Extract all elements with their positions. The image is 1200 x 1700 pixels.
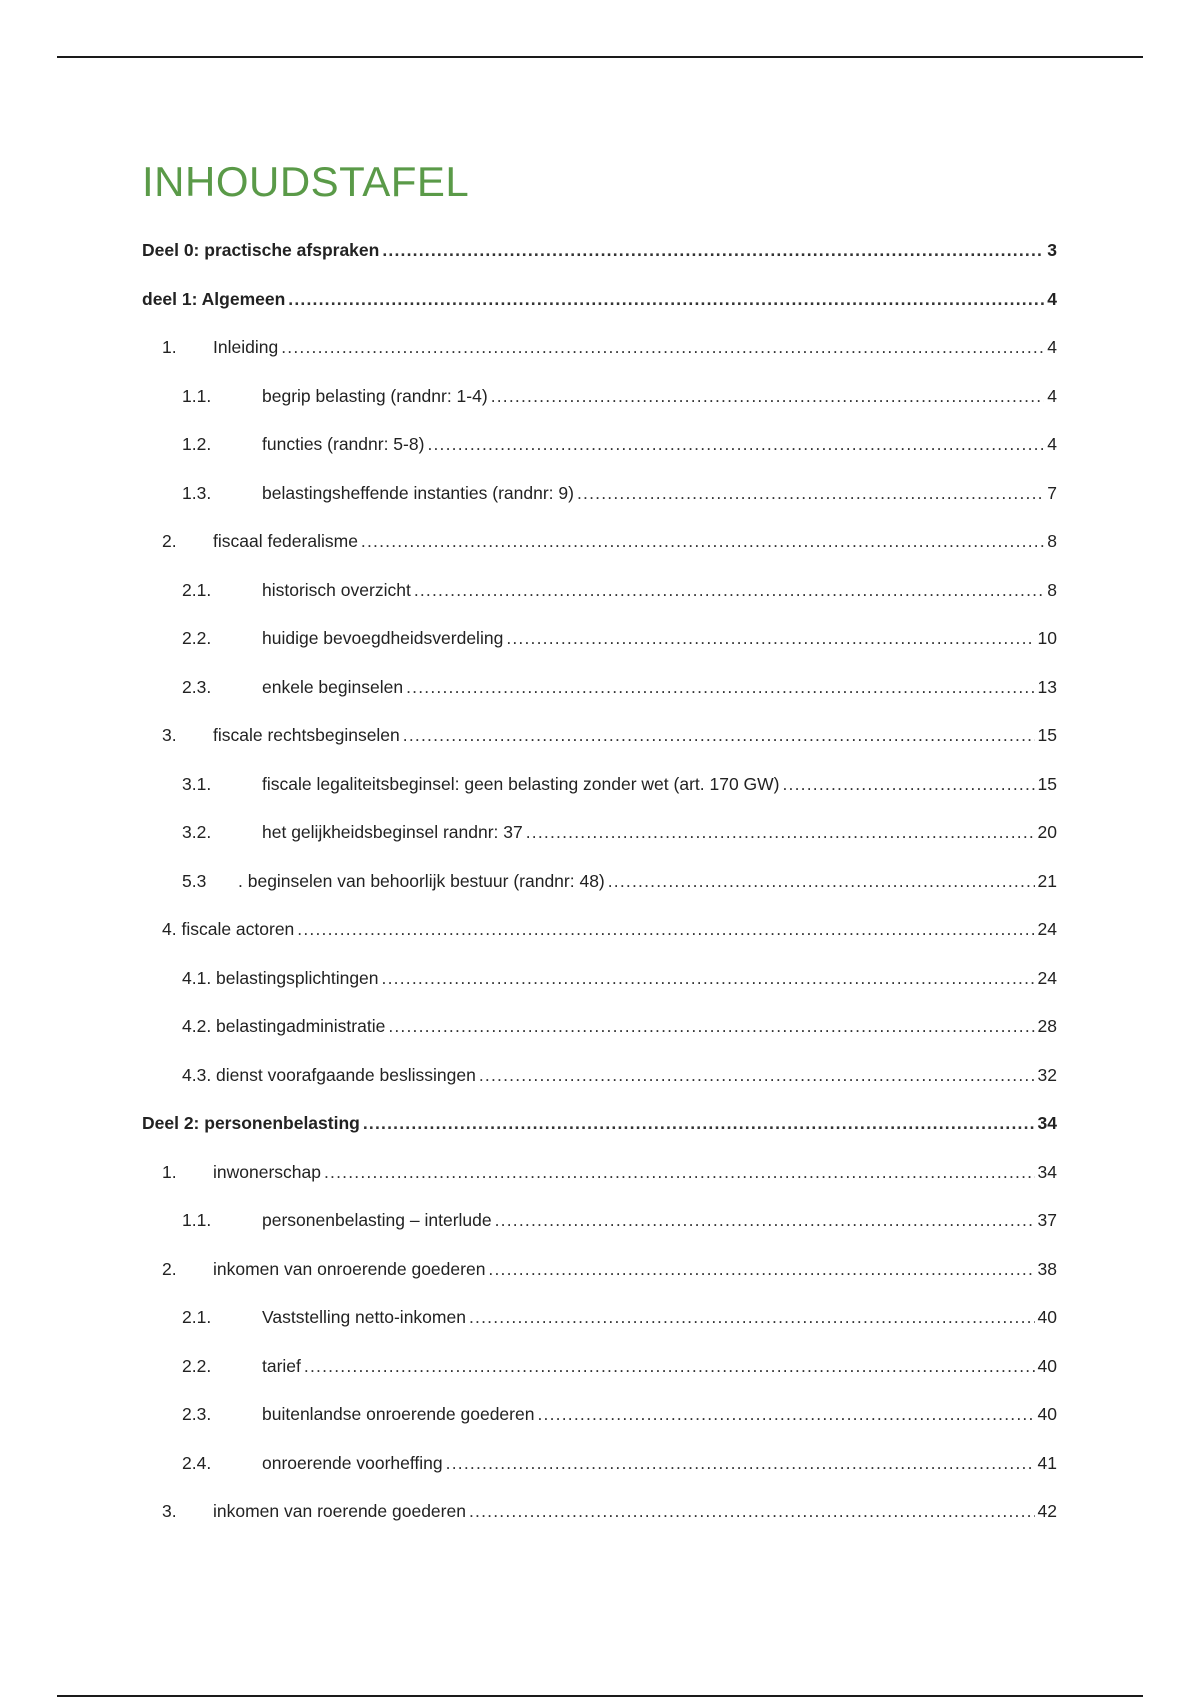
toc-dot-leader bbox=[446, 1439, 1035, 1487]
toc-entry-number: 3.1. bbox=[182, 773, 212, 794]
toc-entry-label: fiscaal federalisme bbox=[213, 531, 358, 551]
toc-entry-section[interactable] bbox=[142, 614, 1057, 663]
toc-dot-leader bbox=[403, 711, 1035, 759]
toc-entry-page: 7 bbox=[1047, 482, 1057, 503]
toc-entry-label: functies (randnr: 5-8) bbox=[262, 434, 425, 454]
toc-dot-leader bbox=[526, 808, 1035, 856]
toc-entry-deel-1[interactable] bbox=[142, 275, 1057, 324]
toc-dot-leader bbox=[382, 226, 1044, 274]
toc-entry-number: 2.1. bbox=[182, 579, 212, 600]
toc-entry-page: 40 bbox=[1037, 1404, 1057, 1424]
toc-entry-deel-0[interactable] bbox=[142, 226, 1057, 275]
toc-entry-number: 2.1. bbox=[182, 1307, 212, 1327]
toc-dot-leader bbox=[324, 1148, 1035, 1196]
toc-dot-leader bbox=[414, 566, 1044, 614]
toc-entry-label: onroerende voorheffing bbox=[262, 1452, 443, 1473]
toc-entry-section[interactable] bbox=[142, 1439, 1057, 1488]
toc-entry-label: tarief bbox=[262, 1355, 301, 1376]
toc-entry-label: het gelijkheidsbeginsel randnr: 37 bbox=[262, 822, 523, 842]
toc-entry-label: belastingsheffende instanties (randnr: 9) bbox=[262, 482, 574, 503]
table-of-contents bbox=[142, 226, 1057, 1536]
toc-entry-page: 20 bbox=[1037, 822, 1057, 842]
toc-dot-leader bbox=[469, 1487, 1035, 1535]
toc-entry-label: Deel 2: personenbelasting bbox=[142, 1113, 360, 1133]
toc-entry-number: 1. bbox=[162, 1161, 177, 1182]
toc-entry-label: huidige bevoegdheidsverdeling bbox=[262, 628, 504, 648]
toc-entry-chapter[interactable] bbox=[142, 1148, 1057, 1197]
toc-entry-label: . beginselen van behoorlijk bestuur (randnr: 48) bbox=[238, 870, 605, 891]
toc-entry-page: 40 bbox=[1037, 1307, 1057, 1327]
toc-entry-label: fiscale rechtsbeginselen bbox=[213, 725, 400, 745]
header-rule bbox=[57, 56, 1143, 58]
toc-entry-label: inkomen van onroerende goederen bbox=[213, 1258, 486, 1279]
toc-entry-label: Vaststelling netto-inkomen bbox=[262, 1307, 466, 1327]
toc-entry-section[interactable] bbox=[142, 469, 1057, 518]
toc-entry-chapter[interactable] bbox=[142, 323, 1057, 372]
toc-entry-label: buitenlandse onroerende goederen bbox=[262, 1404, 535, 1424]
toc-entry-number: 1.2. bbox=[182, 434, 212, 454]
toc-dot-leader bbox=[495, 1196, 1035, 1244]
toc-entry-section[interactable] bbox=[142, 1390, 1057, 1439]
toc-entry-page: 8 bbox=[1047, 579, 1057, 600]
toc-entry-page: 40 bbox=[1037, 1355, 1057, 1376]
toc-entry-section[interactable] bbox=[142, 1051, 1057, 1100]
toc-entry-section[interactable] bbox=[142, 1002, 1057, 1051]
toc-entry-page: 21 bbox=[1037, 870, 1057, 891]
toc-entry-page: 32 bbox=[1037, 1064, 1057, 1085]
toc-entry-page: 13 bbox=[1037, 676, 1057, 697]
toc-entry-page: 38 bbox=[1037, 1258, 1057, 1279]
toc-entry-section[interactable] bbox=[142, 1196, 1057, 1245]
toc-entry-deel-2[interactable] bbox=[142, 1099, 1057, 1148]
toc-entry-number: 3. bbox=[162, 1501, 177, 1521]
toc-dot-leader bbox=[469, 1293, 1035, 1341]
toc-entry-number: 1. bbox=[162, 337, 177, 357]
toc-entry-label: 4.1. belastingsplichtingen bbox=[182, 967, 379, 988]
toc-entry-page: 4 bbox=[1047, 337, 1057, 357]
toc-entry-number: 2.4. bbox=[182, 1452, 212, 1473]
toc-entry-section[interactable] bbox=[142, 760, 1057, 809]
toc-entry-number: 2.2. bbox=[182, 628, 212, 648]
toc-entry-page: 24 bbox=[1037, 967, 1057, 988]
toc-entry-number: 2.2. bbox=[182, 1355, 212, 1376]
toc-entry-label: inkomen van roerende goederen bbox=[213, 1501, 466, 1521]
toc-entry-number: 2. bbox=[162, 531, 177, 551]
toc-entry-label: fiscale legaliteitsbeginsel: geen belasting zonder wet (art. 170 GW) bbox=[262, 773, 780, 794]
toc-entry-label: historisch overzicht bbox=[262, 579, 411, 600]
toc-dot-leader bbox=[427, 420, 1044, 468]
toc-dot-leader bbox=[288, 275, 1044, 323]
toc-entry-label: Deel 0: practische afspraken bbox=[142, 240, 380, 260]
toc-entry-page: 4 bbox=[1047, 434, 1057, 454]
toc-dot-leader bbox=[506, 614, 1034, 662]
toc-entry-number: 2.3. bbox=[182, 676, 212, 697]
toc-entry-number: 1.1. bbox=[182, 1210, 212, 1230]
footer-rule bbox=[57, 1695, 1143, 1697]
toc-entry-chapter[interactable] bbox=[142, 905, 1057, 954]
toc-entry-section[interactable] bbox=[142, 1342, 1057, 1391]
page-title: INHOUDSTAFEL bbox=[142, 158, 470, 205]
toc-entry-number: 2. bbox=[162, 1258, 177, 1279]
toc-entry-chapter[interactable] bbox=[142, 1245, 1057, 1294]
toc-entry-page: 42 bbox=[1037, 1501, 1057, 1521]
toc-entry-label: 4.3. dienst voorafgaande beslissingen bbox=[182, 1064, 476, 1085]
toc-entry-label: inwonerschap bbox=[213, 1161, 321, 1182]
toc-entry-number: 3. bbox=[162, 725, 177, 745]
toc-dot-leader bbox=[363, 1099, 1035, 1147]
toc-entry-page: 4 bbox=[1047, 288, 1057, 309]
toc-dot-leader bbox=[577, 469, 1044, 517]
toc-entry-page: 15 bbox=[1037, 773, 1057, 794]
toc-entry-number: 1.3. bbox=[182, 482, 212, 503]
toc-entry-number: 3.2. bbox=[182, 822, 212, 842]
toc-entry-chapter[interactable] bbox=[142, 1487, 1057, 1536]
toc-dot-leader bbox=[304, 1342, 1035, 1390]
toc-entry-page: 15 bbox=[1037, 725, 1057, 745]
toc-entry-page: 3 bbox=[1047, 240, 1057, 260]
toc-dot-leader bbox=[491, 372, 1045, 420]
toc-entry-page: 8 bbox=[1047, 531, 1057, 551]
toc-entry-page: 10 bbox=[1037, 628, 1057, 648]
toc-dot-leader bbox=[297, 905, 1034, 953]
toc-entry-page: 4 bbox=[1047, 385, 1057, 406]
toc-dot-leader bbox=[281, 323, 1044, 371]
toc-entry-section[interactable] bbox=[142, 808, 1057, 857]
toc-dot-leader bbox=[382, 954, 1035, 1002]
toc-entry-number: 5.3 bbox=[182, 870, 207, 891]
toc-entry-section[interactable] bbox=[142, 372, 1057, 421]
toc-entry-label: enkele beginselen bbox=[262, 676, 404, 697]
toc-entry-number: 1.1. bbox=[182, 385, 212, 406]
toc-entry-number: 2.3. bbox=[182, 1404, 212, 1424]
toc-dot-leader bbox=[488, 1245, 1034, 1293]
toc-entry-page: 37 bbox=[1037, 1210, 1057, 1230]
toc-entry-section[interactable] bbox=[142, 420, 1057, 469]
toc-entry-page: 24 bbox=[1037, 919, 1057, 939]
toc-entry-section[interactable] bbox=[142, 566, 1057, 615]
toc-dot-leader bbox=[361, 517, 1044, 565]
toc-entry-label: 4.2. belastingadministratie bbox=[182, 1016, 386, 1036]
toc-entry-label: personenbelasting – interlude bbox=[262, 1210, 492, 1230]
toc-entry-chapter[interactable] bbox=[142, 517, 1057, 566]
toc-dot-leader bbox=[479, 1051, 1035, 1099]
toc-entry-label: begrip belasting (randnr: 1-4) bbox=[262, 385, 488, 406]
toc-entry-page: 34 bbox=[1037, 1161, 1057, 1182]
toc-entry-page: 41 bbox=[1037, 1452, 1057, 1473]
toc-entry-label: Inleiding bbox=[213, 337, 279, 357]
toc-entry-page: 34 bbox=[1037, 1113, 1057, 1133]
toc-dot-leader bbox=[608, 857, 1035, 905]
toc-entry-page: 28 bbox=[1037, 1016, 1057, 1036]
toc-dot-leader bbox=[537, 1390, 1034, 1438]
toc-entry-chapter[interactable] bbox=[142, 711, 1057, 760]
toc-entry-section[interactable] bbox=[142, 954, 1057, 1003]
toc-dot-leader bbox=[388, 1002, 1034, 1050]
toc-entry-label: 4. fiscale actoren bbox=[162, 919, 295, 939]
toc-entry-section[interactable] bbox=[142, 1293, 1057, 1342]
toc-dot-leader bbox=[406, 663, 1034, 711]
toc-dot-leader bbox=[783, 760, 1035, 808]
toc-entry-section[interactable] bbox=[142, 663, 1057, 712]
toc-entry-section[interactable] bbox=[142, 857, 1057, 906]
toc-entry-label: deel 1: Algemeen bbox=[142, 288, 286, 309]
